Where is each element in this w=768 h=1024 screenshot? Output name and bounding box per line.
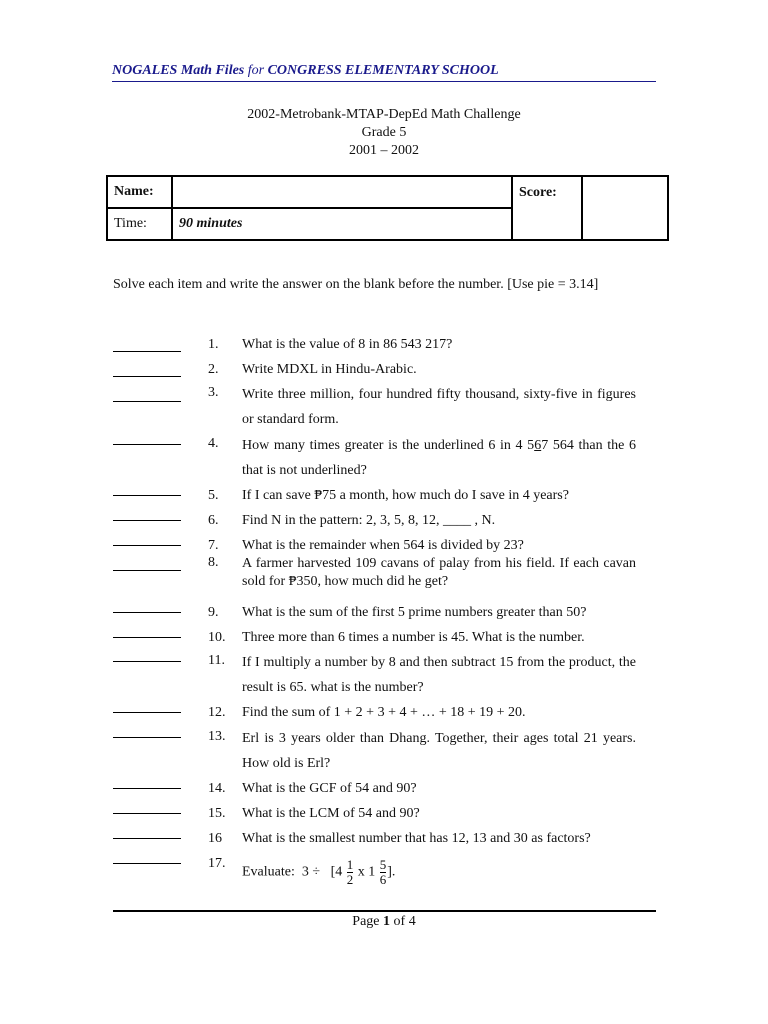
question-number: 8. [208, 555, 219, 570]
instructions: Solve each item and write the answer on the blank before the number. [Use pie = 3.14] [113, 277, 599, 292]
question-text: What is the value of 8 in 86 543 217? [242, 337, 453, 352]
question-number: 15. [208, 806, 226, 821]
answer-blank[interactable] [113, 849, 181, 864]
title-block [0, 106, 768, 160]
time-label: Time: [107, 208, 172, 240]
name-label: Name: [107, 176, 172, 208]
answer-blank[interactable] [113, 362, 181, 377]
fraction-five-sixths: $\frac{5}{6}$ [379, 857, 387, 887]
question-text: Erl is 3 years older than Dhang. Together, their ages total 21 years. How old is Erl? [242, 731, 636, 771]
answer-blank[interactable] [113, 481, 181, 496]
question-number: 14. [208, 781, 226, 796]
answer-blank[interactable] [113, 723, 181, 738]
question-text: Evaluate: 3 ÷ [4 $\frac{1}{2}$ x 1 $\frac{5}{6}$ ]. [242, 857, 396, 887]
score-label: Score: [512, 176, 582, 240]
question-text: If I multiply a number by 8 and then subtract 15 from the product, the result is 65. what is the number? [242, 655, 636, 695]
question-number: 10. [208, 630, 226, 645]
answer-blank[interactable] [113, 698, 181, 713]
year-title: 2001 – 2002 [349, 143, 419, 158]
answer-blank[interactable] [113, 799, 181, 814]
answer-blank[interactable] [113, 531, 181, 546]
question-text: What is the remainder when 564 is divided by 23? [242, 538, 524, 553]
question-number: 13. [208, 729, 226, 744]
answer-blank[interactable] [113, 337, 181, 352]
evaluate-label: Evaluate: [242, 864, 295, 880]
question-text: What is the GCF of 54 and 90? [242, 781, 417, 796]
answer-blank[interactable] [113, 556, 181, 571]
grade-title: Grade 5 [361, 125, 407, 140]
question-number: 9. [208, 605, 219, 620]
question-number: 11. [208, 653, 225, 668]
question-number: 3. [208, 385, 219, 400]
question-text: What is the smallest number that has 12, 13 and 30 as factors? [242, 831, 591, 846]
question-number: 2. [208, 362, 219, 377]
question-number: 16 [208, 831, 222, 846]
answer-blank[interactable] [113, 623, 181, 638]
answer-blank[interactable] [113, 598, 181, 613]
answer-blank[interactable] [113, 430, 181, 445]
answer-blank[interactable] [113, 387, 181, 402]
answer-blank[interactable] [113, 506, 181, 521]
fraction-one-half: $\frac{1}{2}$ [346, 857, 354, 887]
question-number: 12. [208, 705, 226, 720]
question-text: Write three million, four hundred fifty thousand, sixty-five in figures or standard form. [242, 387, 636, 427]
question-text: Find the sum of 1 + 2 + 3 + 4 + … + 18 + 19 + 20. [242, 705, 526, 720]
question-text: Three more than 6 times a number is 45. What is the number. [242, 630, 585, 645]
current-page: 1 [383, 914, 391, 929]
question-text: What is the sum of the first 5 prime numbers greater than 50? [242, 605, 587, 620]
question-text: How many times greater is the underlined 6 in 4 567 564 than the 6 that is not underlined? [242, 438, 636, 478]
answer-blank[interactable] [113, 647, 181, 662]
contest-title: 2002-Metrobank-MTAP-DepEd Math Challenge [247, 107, 521, 122]
question-text: If I can save ₱75 a month, how much do I save in 4 years? [242, 488, 569, 503]
total-pages: 4 [408, 914, 416, 929]
question-text: What is the LCM of 54 and 90? [242, 806, 420, 821]
answer-blank[interactable] [113, 774, 181, 789]
document-header [112, 63, 656, 82]
page-footer: Page 1 of 4 [352, 914, 416, 929]
answer-blank[interactable] [113, 824, 181, 839]
name-field[interactable] [172, 176, 512, 208]
underlined-digit: 6 [534, 438, 542, 453]
question-text: Find N in the pattern: 2, 3, 5, 8, 12, ____ , N. [242, 513, 496, 528]
question-number: 6. [208, 513, 219, 528]
info-table [106, 175, 669, 241]
score-field[interactable] [582, 176, 668, 240]
time-value: 90 minutes [172, 208, 512, 240]
header-school: CONGRESS ELEMENTARY SCHOOL [267, 63, 499, 78]
question-number: 4. [208, 436, 219, 451]
header-for: for [247, 63, 268, 78]
footer-divider [113, 910, 656, 912]
question-number: 17. [208, 856, 226, 871]
question-number: 5. [208, 488, 219, 503]
question-text: Write MDXL in Hindu-Arabic. [242, 362, 417, 377]
question-number: 1. [208, 337, 219, 352]
question-text: A farmer harvested 109 cavans of palay from his field. If each cavan sold for ₱350, how much did he get? [242, 556, 636, 589]
question-number: 7. [208, 538, 219, 553]
header-nogales: NOGALES Math Files [112, 63, 248, 78]
